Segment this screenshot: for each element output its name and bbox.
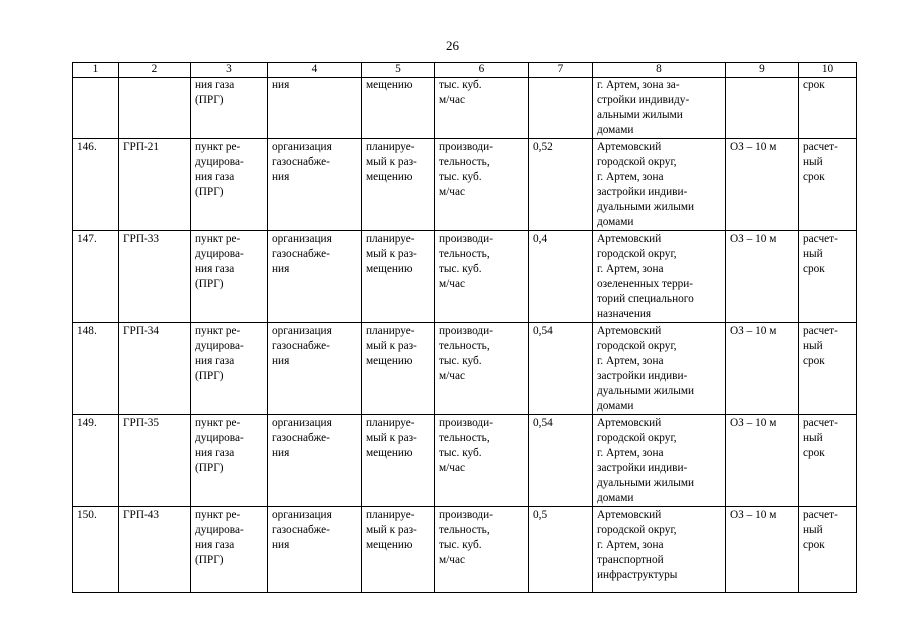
location-cell: Артемовский городской округ, г. Артем, зона озелененных терри- торий специального назначения [593, 231, 726, 323]
purpose-cell: ния [268, 78, 362, 139]
status-cell: планируе- мый к раз- мещению [362, 507, 435, 593]
status-cell: планируе- мый к раз- мещению [362, 139, 435, 231]
col-header: 3 [191, 63, 268, 78]
purpose-cell: организация газоснабже- ния [268, 323, 362, 415]
code-cell: ГРП-43 [119, 507, 191, 593]
characteristic-cell: производи- тельность, тыс. куб. м/час [435, 415, 529, 507]
col-header: 8 [593, 63, 726, 78]
row-number-cell [73, 78, 119, 139]
object-type-cell: пункт ре- дуцирова- ния газа (ПРГ) [191, 323, 268, 415]
purpose-cell: организация газоснабже- ния [268, 507, 362, 593]
table-row [73, 415, 857, 507]
zone-cell [726, 78, 799, 139]
code-cell: ГРП-33 [119, 231, 191, 323]
table-row [73, 507, 857, 593]
status-cell: планируе- мый к раз- мещению [362, 323, 435, 415]
object-type-cell: пункт ре- дуцирова- ния газа (ПРГ) [191, 231, 268, 323]
location-cell: Артемовский городской округ, г. Артем, зона застройки индиви- дуальными жилыми домами [593, 415, 726, 507]
zone-cell: ОЗ – 10 м [726, 139, 799, 231]
row-number-cell: 147. [73, 231, 119, 323]
characteristic-cell: производи- тельность, тыс. куб. м/час [435, 231, 529, 323]
status-cell: планируе- мый к раз- мещению [362, 231, 435, 323]
value-cell: 0,52 [529, 139, 593, 231]
object-type-cell: ния газа (ПРГ) [191, 78, 268, 139]
row-number-cell: 146. [73, 139, 119, 231]
characteristic-cell: производи- тельность, тыс. куб. м/час [435, 139, 529, 231]
code-cell: ГРП-35 [119, 415, 191, 507]
zone-cell: ОЗ – 10 м [726, 323, 799, 415]
row-number-cell: 148. [73, 323, 119, 415]
location-cell: г. Артем, зона за- стройки индивиду- альными жилыми домами [593, 78, 726, 139]
object-type-cell: пункт ре- дуцирова- ния газа (ПРГ) [191, 415, 268, 507]
col-header: 9 [726, 63, 799, 78]
row-number-cell: 150. [73, 507, 119, 593]
characteristic-cell: производи- тельность, тыс. куб. м/час [435, 507, 529, 593]
col-header: 1 [73, 63, 119, 78]
table-row [73, 139, 857, 231]
status-cell: мещению [362, 78, 435, 139]
col-header: 2 [119, 63, 191, 78]
location-cell: Артемовский городской округ, г. Артем, зона застройки индиви- дуальными жилыми домами [593, 323, 726, 415]
header-row [73, 63, 857, 78]
location-cell: Артемовский городской округ, г. Артем, зона застройки индиви- дуальными жилыми домами [593, 139, 726, 231]
col-header: 10 [799, 63, 857, 78]
value-cell: 0,5 [529, 507, 593, 593]
term-cell: срок [799, 78, 857, 139]
purpose-cell: организация газоснабже- ния [268, 231, 362, 323]
table-row [73, 231, 857, 323]
term-cell: расчет- ный срок [799, 415, 857, 507]
value-cell: 0,4 [529, 231, 593, 323]
col-header: 7 [529, 63, 593, 78]
location-cell: Артемовский городской округ, г. Артем, зона транспортной инфраструктуры [593, 507, 726, 593]
value-cell [529, 78, 593, 139]
purpose-cell: организация газоснабже- ния [268, 139, 362, 231]
status-cell: планируе- мый к раз- мещению [362, 415, 435, 507]
col-header: 4 [268, 63, 362, 78]
data-table [72, 62, 857, 593]
purpose-cell: организация газоснабже- ния [268, 415, 362, 507]
col-header: 5 [362, 63, 435, 78]
code-cell: ГРП-21 [119, 139, 191, 231]
page-number: 26 [446, 38, 459, 53]
value-cell: 0,54 [529, 415, 593, 507]
value-cell: 0,54 [529, 323, 593, 415]
object-type-cell: пункт ре- дуцирова- ния газа (ПРГ) [191, 507, 268, 593]
object-type-cell: пункт ре- дуцирова- ния газа (ПРГ) [191, 139, 268, 231]
zone-cell: ОЗ – 10 м [726, 507, 799, 593]
table-row [73, 323, 857, 415]
characteristic-cell: тыс. куб. м/час [435, 78, 529, 139]
row-number-cell: 149. [73, 415, 119, 507]
term-cell: расчет- ный срок [799, 507, 857, 593]
zone-cell: ОЗ – 10 м [726, 415, 799, 507]
code-cell [119, 78, 191, 139]
table-row [73, 78, 857, 139]
col-header: 6 [435, 63, 529, 78]
zone-cell: ОЗ – 10 м [726, 231, 799, 323]
term-cell: расчет- ный срок [799, 323, 857, 415]
code-cell: ГРП-34 [119, 323, 191, 415]
term-cell: расчет- ный срок [799, 139, 857, 231]
characteristic-cell: производи- тельность, тыс. куб. м/час [435, 323, 529, 415]
term-cell: расчет- ный срок [799, 231, 857, 323]
